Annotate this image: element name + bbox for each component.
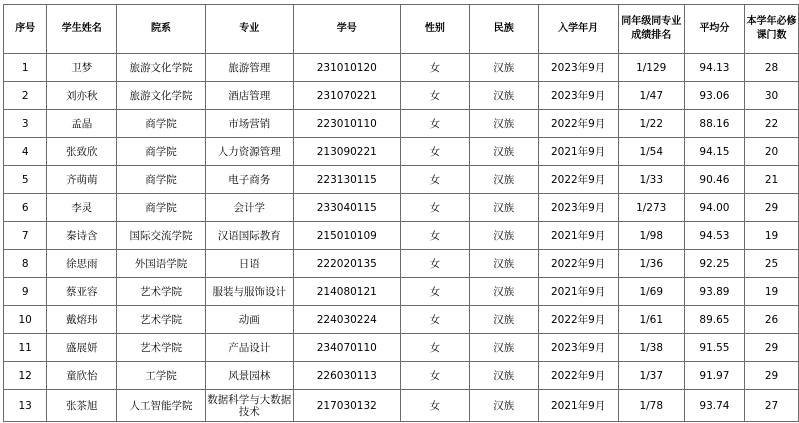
cell-average: 94.15: [684, 138, 744, 166]
cell-ethnicity: 汉族: [469, 166, 538, 194]
table-row: [4, 138, 799, 166]
cell-gender: 女: [401, 138, 470, 166]
cell-college: 商学院: [117, 110, 206, 138]
header-cell-college: 院系: [117, 5, 206, 54]
cell-ethnicity: 汉族: [469, 110, 538, 138]
cell-college: 人工智能学院: [117, 390, 206, 422]
cell-name: 秦诗含: [47, 222, 117, 250]
cell-index: 3: [4, 110, 47, 138]
cell-college: 商学院: [117, 166, 206, 194]
cell-average: 94.53: [684, 222, 744, 250]
cell-enrollment: 2022年9月: [538, 362, 618, 390]
cell-college: 商学院: [117, 138, 206, 166]
cell-major: 产品设计: [205, 334, 293, 362]
cell-major: 旅游管理: [205, 54, 293, 82]
cell-index: 2: [4, 82, 47, 110]
cell-student-id: 231070221: [293, 82, 400, 110]
cell-index: 7: [4, 222, 47, 250]
cell-average: 94.00: [684, 194, 744, 222]
cell-rank: 1/22: [618, 110, 684, 138]
cell-gender: 女: [401, 390, 470, 422]
cell-student-id: 224030224: [293, 306, 400, 334]
table-row: [4, 362, 799, 390]
header-cell-index: 序号: [4, 5, 47, 54]
cell-average: 92.25: [684, 250, 744, 278]
cell-course-count: 29: [745, 194, 799, 222]
cell-course-count: 19: [745, 278, 799, 306]
cell-enrollment: 2023年9月: [538, 334, 618, 362]
cell-name: 蔡亚容: [47, 278, 117, 306]
table-row: [4, 54, 799, 82]
cell-index: 4: [4, 138, 47, 166]
cell-ethnicity: 汉族: [469, 362, 538, 390]
cell-course-count: 27: [745, 390, 799, 422]
cell-college: 艺术学院: [117, 306, 206, 334]
cell-course-count: 25: [745, 250, 799, 278]
cell-ethnicity: 汉族: [469, 306, 538, 334]
cell-name: 孟晶: [47, 110, 117, 138]
cell-rank: 1/98: [618, 222, 684, 250]
cell-student-id: 222020135: [293, 250, 400, 278]
table-row: [4, 334, 799, 362]
cell-index: 11: [4, 334, 47, 362]
cell-college: 旅游文化学院: [117, 82, 206, 110]
cell-enrollment: 2022年9月: [538, 306, 618, 334]
cell-gender: 女: [401, 250, 470, 278]
table-row: [4, 82, 799, 110]
cell-rank: 1/78: [618, 390, 684, 422]
cell-average: 90.46: [684, 166, 744, 194]
cell-name: 盛展妍: [47, 334, 117, 362]
table-row: [4, 250, 799, 278]
cell-rank: 1/38: [618, 334, 684, 362]
cell-gender: 女: [401, 194, 470, 222]
table-row: [4, 222, 799, 250]
cell-index: 12: [4, 362, 47, 390]
header-cell-student-id: 学号: [293, 5, 400, 54]
cell-name: 童欣怡: [47, 362, 117, 390]
cell-index: 9: [4, 278, 47, 306]
cell-enrollment: 2022年9月: [538, 250, 618, 278]
table-row: [4, 390, 799, 422]
cell-major: 日语: [205, 250, 293, 278]
cell-average: 89.65: [684, 306, 744, 334]
cell-rank: 1/47: [618, 82, 684, 110]
cell-major: 风景园林: [205, 362, 293, 390]
table-row: [4, 110, 799, 138]
cell-name: 张致欣: [47, 138, 117, 166]
cell-rank: 1/37: [618, 362, 684, 390]
header-cell-rank: 同年级同专业成绩排名: [618, 5, 684, 54]
cell-course-count: 19: [745, 222, 799, 250]
cell-student-id: 226030113: [293, 362, 400, 390]
cell-ethnicity: 汉族: [469, 278, 538, 306]
cell-college: 艺术学院: [117, 278, 206, 306]
cell-ethnicity: 汉族: [469, 334, 538, 362]
cell-college: 旅游文化学院: [117, 54, 206, 82]
cell-gender: 女: [401, 82, 470, 110]
cell-student-id: 223130115: [293, 166, 400, 194]
cell-major: 动画: [205, 306, 293, 334]
cell-name: 卫梦: [47, 54, 117, 82]
cell-index: 6: [4, 194, 47, 222]
cell-student-id: 231010120: [293, 54, 400, 82]
cell-gender: 女: [401, 166, 470, 194]
header-cell-average: 平均分: [684, 5, 744, 54]
cell-college: 艺术学院: [117, 334, 206, 362]
cell-college: 商学院: [117, 194, 206, 222]
cell-ethnicity: 汉族: [469, 82, 538, 110]
cell-major: 市场营销: [205, 110, 293, 138]
cell-rank: 1/69: [618, 278, 684, 306]
cell-enrollment: 2021年9月: [538, 278, 618, 306]
cell-rank: 1/129: [618, 54, 684, 82]
cell-ethnicity: 汉族: [469, 194, 538, 222]
cell-student-id: 217030132: [293, 390, 400, 422]
cell-student-id: 214080121: [293, 278, 400, 306]
cell-student-id: 213090221: [293, 138, 400, 166]
cell-major: 酒店管理: [205, 82, 293, 110]
cell-name: 齐萌萌: [47, 166, 117, 194]
cell-rank: 1/36: [618, 250, 684, 278]
cell-name: 张茶旭: [47, 390, 117, 422]
cell-average: 93.74: [684, 390, 744, 422]
cell-ethnicity: 汉族: [469, 390, 538, 422]
cell-major: 人力资源管理: [205, 138, 293, 166]
cell-rank: 1/61: [618, 306, 684, 334]
cell-gender: 女: [401, 334, 470, 362]
cell-gender: 女: [401, 306, 470, 334]
cell-enrollment: 2021年9月: [538, 390, 618, 422]
cell-gender: 女: [401, 110, 470, 138]
cell-enrollment: 2023年9月: [538, 82, 618, 110]
cell-average: 94.13: [684, 54, 744, 82]
cell-student-id: 215010109: [293, 222, 400, 250]
cell-name: 李灵: [47, 194, 117, 222]
cell-rank: 1/54: [618, 138, 684, 166]
table-row: [4, 278, 799, 306]
student-table: [3, 4, 799, 422]
cell-average: 91.55: [684, 334, 744, 362]
cell-course-count: 30: [745, 82, 799, 110]
cell-gender: 女: [401, 278, 470, 306]
cell-student-id: 223010110: [293, 110, 400, 138]
cell-major: 电子商务: [205, 166, 293, 194]
cell-major: 服装与服饰设计: [205, 278, 293, 306]
cell-rank: 1/273: [618, 194, 684, 222]
cell-course-count: 29: [745, 334, 799, 362]
cell-enrollment: 2023年9月: [538, 194, 618, 222]
cell-average: 91.97: [684, 362, 744, 390]
cell-major: 数据科学与大数据技术: [205, 390, 293, 422]
cell-student-id: 233040115: [293, 194, 400, 222]
cell-course-count: 20: [745, 138, 799, 166]
cell-gender: 女: [401, 54, 470, 82]
cell-ethnicity: 汉族: [469, 54, 538, 82]
cell-index: 8: [4, 250, 47, 278]
cell-course-count: 29: [745, 362, 799, 390]
table-row: [4, 166, 799, 194]
cell-rank: 1/33: [618, 166, 684, 194]
cell-average: 93.89: [684, 278, 744, 306]
cell-gender: 女: [401, 362, 470, 390]
cell-index: 13: [4, 390, 47, 422]
cell-enrollment: 2021年9月: [538, 138, 618, 166]
header-cell-course-count: 本学年必修课门数: [745, 5, 799, 54]
cell-average: 93.06: [684, 82, 744, 110]
cell-name: 徐思雨: [47, 250, 117, 278]
cell-major: 会计学: [205, 194, 293, 222]
header-cell-ethnicity: 民族: [469, 5, 538, 54]
cell-gender: 女: [401, 222, 470, 250]
cell-course-count: 26: [745, 306, 799, 334]
table-row: [4, 306, 799, 334]
table-row: [4, 194, 799, 222]
cell-enrollment: 2023年9月: [538, 54, 618, 82]
header-row: [4, 5, 799, 54]
cell-ethnicity: 汉族: [469, 138, 538, 166]
cell-name: 戴熔玮: [47, 306, 117, 334]
cell-average: 88.16: [684, 110, 744, 138]
header-cell-major: 专业: [205, 5, 293, 54]
cell-enrollment: 2022年9月: [538, 166, 618, 194]
cell-college: 国际交流学院: [117, 222, 206, 250]
cell-course-count: 21: [745, 166, 799, 194]
cell-course-count: 28: [745, 54, 799, 82]
cell-college: 工学院: [117, 362, 206, 390]
cell-course-count: 22: [745, 110, 799, 138]
cell-major: 汉语国际教育: [205, 222, 293, 250]
cell-enrollment: 2022年9月: [538, 110, 618, 138]
cell-student-id: 234070110: [293, 334, 400, 362]
header-cell-name: 学生姓名: [47, 5, 117, 54]
cell-college: 外国语学院: [117, 250, 206, 278]
cell-index: 5: [4, 166, 47, 194]
cell-index: 1: [4, 54, 47, 82]
cell-index: 10: [4, 306, 47, 334]
cell-ethnicity: 汉族: [469, 250, 538, 278]
cell-enrollment: 2021年9月: [538, 222, 618, 250]
cell-ethnicity: 汉族: [469, 222, 538, 250]
header-cell-enrollment: 入学年月: [538, 5, 618, 54]
header-cell-gender: 性别: [401, 5, 470, 54]
cell-name: 刘亦秋: [47, 82, 117, 110]
